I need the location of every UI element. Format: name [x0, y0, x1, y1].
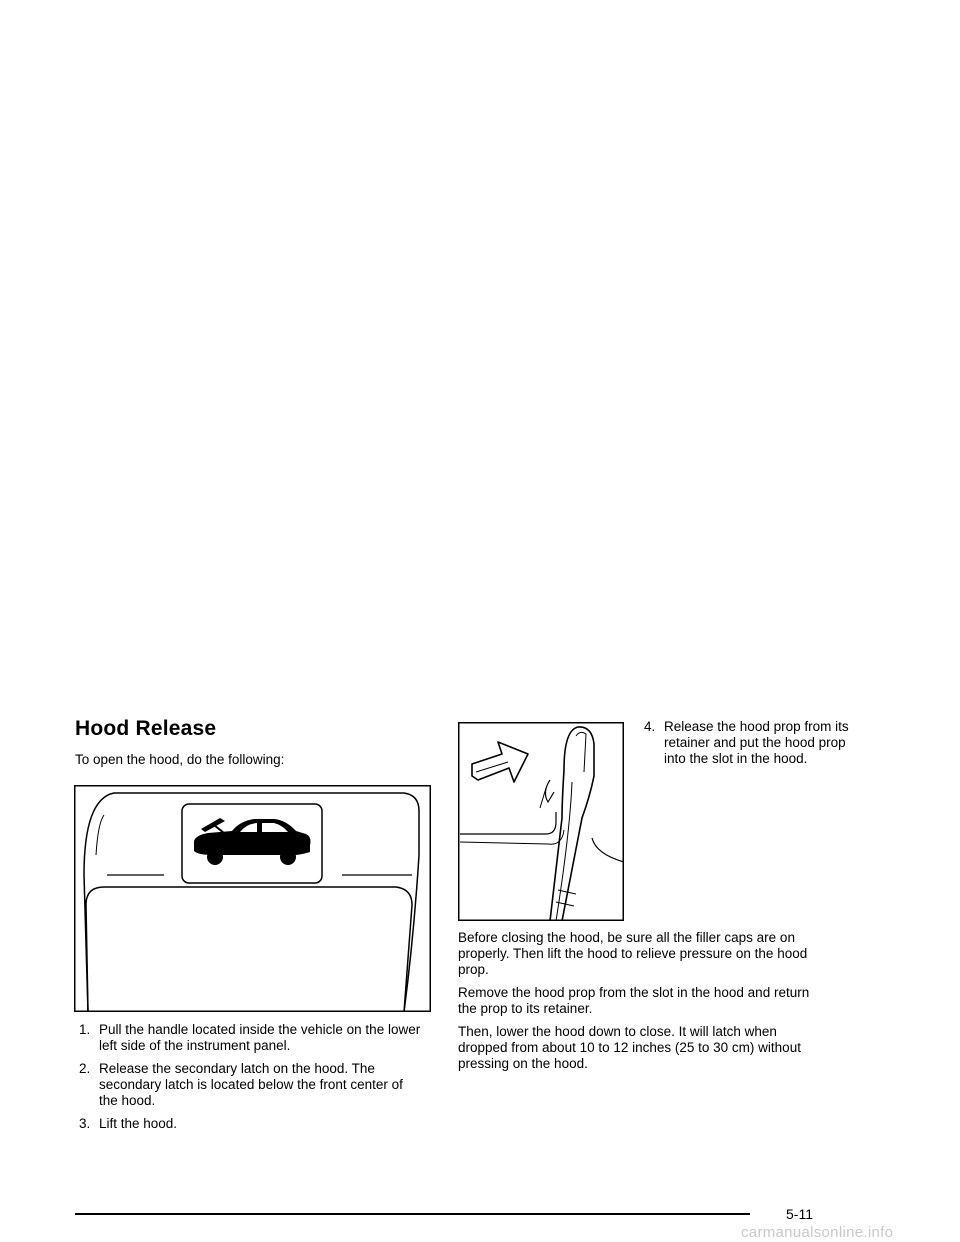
- page-number: 5-11: [786, 1206, 813, 1222]
- step-1: [75, 1022, 425, 1054]
- paragraph-remove-prop: Remove the hood prop from the slot in the hood and return the prop to its retainer.: [458, 985, 810, 1016]
- paragraph-lower-hood: Then, lower the hood down to close. It will latch when dropped from about 10 to 12 inches (25 to 30 cm) without pressing on the hood.: [458, 1024, 801, 1071]
- step-2: [75, 1061, 425, 1109]
- step-number: 2.: [79, 1061, 91, 1076]
- step-text: Lift the hood.: [99, 1116, 178, 1131]
- step-number: 4.: [644, 719, 656, 734]
- watermark-text: carmanualsonline.info: [741, 1224, 894, 1241]
- intro-text: To open the hood, do the following:: [75, 752, 285, 767]
- step-4: [640, 719, 849, 767]
- step-number: 3.: [79, 1116, 91, 1131]
- footer-rule: [75, 1213, 750, 1215]
- step-text: Release the secondary latch on the hood. The secondary latch is located below the front center of the hood.: [99, 1061, 403, 1108]
- step-text: Pull the handle located inside the vehicle on the lower left side of the instrument panel.: [99, 1022, 421, 1053]
- step-text: Release the hood prop from its retainer and put the hood prop into the slot in the hood.: [664, 719, 849, 766]
- paragraph-before-closing: Before closing the hood, be sure all the filler caps are on properly. Then lift the hood to relieve pressure on the hood prop.: [458, 930, 808, 977]
- hood-release-handle-illustration: [74, 785, 431, 1012]
- section-title: Hood Release: [75, 717, 217, 740]
- step-number: 1.: [79, 1022, 91, 1037]
- step-3: [75, 1116, 425, 1132]
- hood-prop-illustration: [458, 722, 624, 921]
